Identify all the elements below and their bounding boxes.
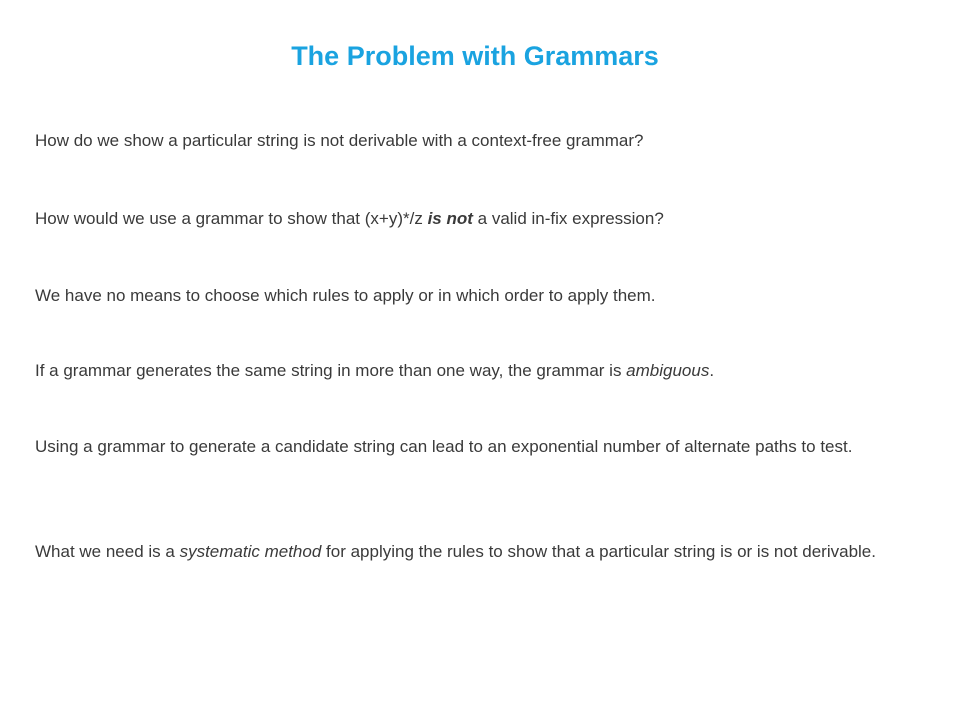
paragraph-systematic-method-end: for applying the rules to show that a particular string is or is not derivable. — [321, 542, 876, 561]
emphasis-ambiguous: ambiguous — [626, 361, 710, 380]
emphasis-is-not: is not — [427, 209, 473, 228]
emphasis-systematic-method: systematic method — [179, 542, 322, 561]
slide-title: The Problem with Grammars — [291, 41, 659, 71]
paragraph-derivability-question: How do we show a particular string is not derivable with a context-free grammar? — [35, 131, 644, 150]
paragraph-ambiguity-end: . — [709, 361, 715, 380]
paragraph-rule-choice: We have no means to choose which rules to apply or in which order to apply them. — [35, 286, 656, 305]
paragraph-infix-question-end: a valid in-fix expression? — [472, 209, 664, 228]
paragraph-systematic-method-start: What we need is a — [35, 542, 180, 561]
paragraph-ambiguity — [35, 358, 925, 384]
paragraph-infix-question — [35, 206, 925, 232]
paragraph-ambiguity-start: If a grammar generates the same string in more than one way, the grammar is — [35, 361, 627, 380]
paragraph-systematic-method — [35, 539, 925, 565]
paragraph-exponential-paths: Using a grammar to generate a candidate string can lead to an exponential number of alternate paths to test. — [35, 437, 853, 456]
paragraph-infix-question-start: How would we use a grammar to show that (x+y)*/z — [35, 209, 428, 228]
